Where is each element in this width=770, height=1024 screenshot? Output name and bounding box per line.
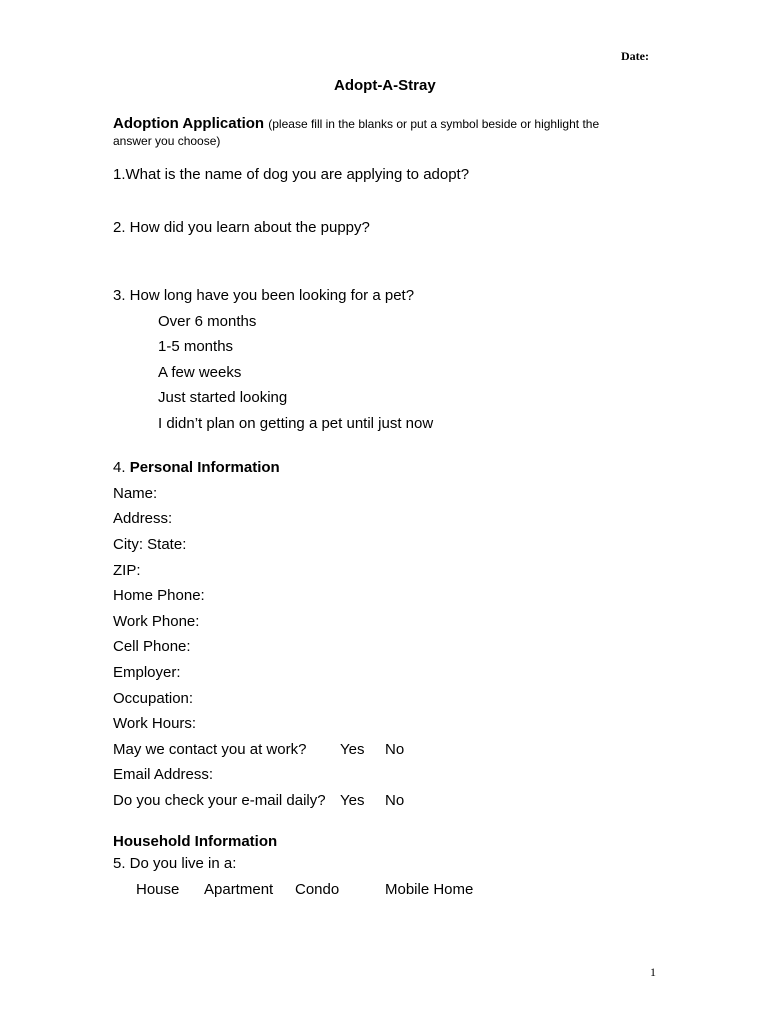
- date-label: Date:: [621, 49, 649, 63]
- field-label-address: Address:: [113, 510, 173, 527]
- q3-option[interactable]: I didn’t plan on getting a pet until just now: [158, 415, 434, 432]
- intro-line: [113, 115, 599, 133]
- email-daily-no[interactable]: No: [385, 792, 405, 809]
- field-label-home-phone: Home Phone:: [113, 587, 205, 604]
- question-1: 1.What is the name of dog you are applying to adopt?: [113, 166, 470, 183]
- field-label-name: Name:: [113, 485, 158, 502]
- contact-at-work-no[interactable]: No: [385, 741, 405, 758]
- q3-option[interactable]: Just started looking: [158, 389, 288, 406]
- intro-heading: Adoption Application: [113, 115, 265, 132]
- field-label-email: Email Address:: [113, 766, 214, 783]
- question-5: 5. Do you live in a:: [113, 855, 237, 872]
- field-label-work-phone: Work Phone:: [113, 613, 200, 630]
- question-3: 3. How long have you been looking for a pet?: [113, 287, 415, 304]
- page-number: 1: [650, 965, 656, 979]
- q3-option[interactable]: 1-5 months: [158, 338, 234, 355]
- contact-at-work-yes[interactable]: Yes: [340, 741, 365, 758]
- housing-option-condo[interactable]: Condo: [295, 881, 340, 898]
- housing-option-mobile-home[interactable]: Mobile Home: [385, 881, 474, 898]
- personal-info-number: 4.: [113, 459, 126, 476]
- question-2: 2. How did you learn about the puppy?: [113, 219, 370, 236]
- household-info-heading: Household Information: [113, 833, 278, 850]
- field-label-city-state: City: State:: [113, 536, 187, 553]
- q3-option[interactable]: Over 6 months: [158, 313, 257, 330]
- page-title: Adopt-A-Stray: [334, 77, 436, 94]
- email-daily-question: Do you check your e-mail daily?: [113, 792, 326, 809]
- personal-info-heading: Personal Information: [129, 459, 280, 476]
- field-label-zip: ZIP:: [113, 562, 141, 579]
- housing-option-apartment[interactable]: Apartment: [204, 881, 274, 898]
- field-label-cell-phone: Cell Phone:: [113, 638, 191, 655]
- housing-option-house[interactable]: House: [136, 881, 180, 898]
- intro-note-continued: answer you choose): [113, 134, 221, 148]
- intro-note: (please fill in the blanks or put a symbol beside or highlight the: [268, 117, 600, 131]
- personal-info-heading-line: [113, 459, 280, 477]
- q3-option[interactable]: A few weeks: [158, 364, 242, 381]
- field-label-employer: Employer:: [113, 664, 181, 681]
- contact-at-work-question: May we contact you at work?: [113, 741, 307, 758]
- email-daily-yes[interactable]: Yes: [340, 792, 365, 809]
- field-label-work-hours: Work Hours:: [113, 715, 197, 732]
- field-label-occupation: Occupation:: [113, 690, 194, 707]
